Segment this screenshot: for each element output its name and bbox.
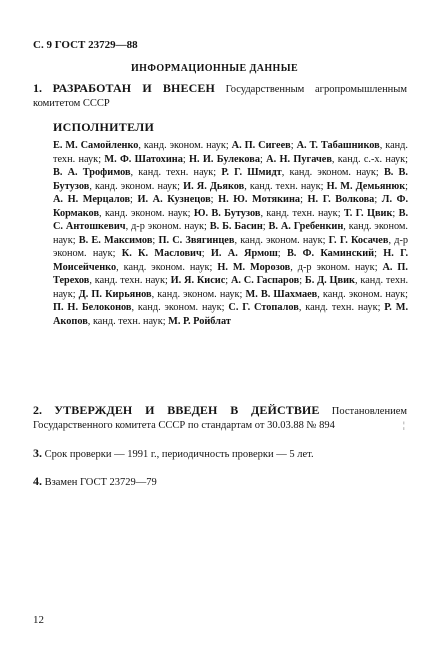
executor-name: А. Т. Табашников [296, 140, 380, 151]
executor-degree: канд. эконом. наук [53, 221, 409, 246]
info-item-3 [33, 447, 407, 462]
executor-degree: канд. техн. наук [94, 275, 165, 286]
executor-name: Е. М. Самойленко [53, 140, 139, 151]
item-number: 2. [33, 403, 42, 417]
executor-degree: канд. эконом. наук [104, 207, 188, 219]
executor-degree: канд. эконом. наук [322, 288, 406, 300]
executor-name: А. П. Терехов [53, 261, 409, 286]
executor-name: Н. Ю. Мотякина [218, 194, 301, 205]
executor-degree: канд. техн. наук [53, 275, 409, 300]
executor-degree: д-р эконом. наук [131, 221, 204, 232]
item-text: Срок проверки — 1991 г., периодичность проверки — 5 лет. [44, 449, 314, 460]
executor-degree: канд. эконом. наук [94, 180, 178, 192]
info-item-1 [33, 82, 407, 110]
executors-heading: ИСПОЛНИТЕЛИ [53, 120, 155, 134]
executor-name: В. Б. Басин [209, 221, 263, 232]
item-number: 1. [33, 81, 42, 95]
executor-name: Т. Г. Цвик [343, 207, 393, 219]
item-lead: УТВЕРЖДЕН И ВВЕДЕН В ДЕЙСТВИЕ [54, 403, 320, 417]
page-number: 12 [33, 614, 44, 626]
executor-degree: д-р эконом. наук [297, 261, 375, 273]
executor-degree: канд. эконом. наук [143, 140, 226, 151]
executor-name: К. К. Маслович [121, 248, 202, 259]
executor-name: Ю. В. Бутузов [193, 207, 261, 219]
executor-name: В. С. Антошкевич [53, 207, 409, 232]
executor-name: Г. Г. Косачев [328, 234, 389, 246]
margin-mark: ¦ [403, 420, 405, 430]
executor-name: А. С. Гаспаров [230, 275, 300, 286]
executor-name: В. В. Бутузов [53, 167, 408, 192]
executor-degree: канд. техн. наук [92, 315, 163, 327]
executor-name: В. Е. Максимов [78, 234, 153, 246]
executor-name: Н. Г. Моисейченко [53, 248, 409, 273]
executor-name: С. Г. Стопалов [228, 302, 299, 313]
executor-name: Н. М. Демьянюк [326, 180, 406, 192]
executor-name: А. Н. Мерцалов [53, 194, 131, 205]
executors-paragraph: Е. М. Самойленко, канд. эконом. наук; А. П. Сигеев; А. Т. Табашников, канд. техн. наук; М. Ф. Шатохина; Н. И. Булекова; А. Н. Пугачев, канд. с.-х. наук; В. А. Трофимов, канд. техн. наук; Р. Г. Шмидт, канд. эконом. наук; В. В. Бутузов, канд. эконом. наук; И. Я. Дьяков, канд. техн. наук; Н. М. Демьянюк; А. Н. Мерцалов; И. А. Кузнецов; Н. Ю. Мотякина; Н. Г. Волкова; Л. Ф. Кормаков, канд. эконом. наук; Ю. В. Бутузов, канд. техн. наук; Т. Г. Цвик; В. С. Антошкевич, д-р эконом. наук; В. Б. Басин; В. А. Гребенкин, канд. эконом. наук; В. Е. Максимов; П. С. Звягинцев, канд. эконом. наук; Г. Г. Косачев, д-р эконом. наук; К. К. Маслович; И. А. Ярмош; В. Ф. Каминский; Н. Г. Моисейченко, канд. эконом. наук; Н. М. Морозов, д-р эконом. наук; А. П. Терехов, канд. техн. наук; И. Я. Кисис; А. С. Гаспаров; Б. Д. Цвик, канд. техн. наук; Д. П. Кирьянов, канд. эконом. наук; М. В. Шахмаев, канд. эконом. наук; П. Н. Белоконов, канд. эконом. наук; С. Г. Стопалов, канд. техн. наук; Р. М. Акопов, канд. техн. наук; М. Р. Ройблат [53, 140, 409, 327]
executor-name: В. А. Трофимов [53, 167, 131, 178]
executor-name: М. Ф. Шатохина [104, 153, 183, 165]
item-lead: РАЗРАБОТАН И ВНЕСЕН [52, 81, 215, 95]
executor-degree: канд. техн. наук [249, 180, 321, 192]
executor-degree: канд. техн. наук [305, 302, 378, 313]
executor-degree: канд. эконом. наук [240, 234, 323, 246]
executor-name: Р. Г. Шмидт [221, 167, 282, 178]
info-item-4 [33, 475, 407, 490]
executor-name: Л. Ф. Кормаков [53, 194, 409, 219]
item-number: 4. [33, 474, 42, 488]
executor-name: В. А. Гребенкин [268, 221, 344, 232]
item-text: Постановлением Государственного комитета СССР по стандартам от 30.03.88 № 894 [33, 406, 407, 431]
executor-name: П. Н. Белоконов [53, 302, 132, 313]
executors-list [53, 139, 408, 328]
executor-name: А. П. Сигеев [231, 140, 291, 151]
executor-name: Н. Г. Волкова [307, 194, 375, 205]
executor-name: Д. П. Кирьянов [78, 288, 152, 300]
executor-name: М. Р. Ройблат [168, 315, 231, 327]
executor-degree: канд. техн. наук [138, 167, 214, 178]
executor-degree: канд. эконом. наук [157, 288, 240, 300]
item-number: 3. [33, 446, 42, 460]
item-text: Государственным агропромышленным комитетом СССР [33, 84, 408, 109]
executor-name: В. Ф. Каминский [286, 248, 375, 259]
section-title: ИНФОРМАЦИОННЫЕ ДАННЫЕ [130, 63, 299, 74]
executor-name: П. С. Звягинцев [158, 234, 235, 246]
executor-degree: канд. эконом. наук [289, 167, 376, 178]
executor-name: И. Я. Кисис [170, 275, 226, 286]
executor-name: М. В. Шахмаев [245, 288, 318, 300]
executor-name: Р. М. Акопов [53, 302, 409, 327]
info-item-2 [33, 404, 407, 432]
item-text: Взамен ГОСТ 23729—79 [44, 477, 157, 488]
executor-degree: канд. эконом. наук [137, 302, 222, 313]
executor-degree: канд. техн. наук [53, 140, 408, 165]
executor-degree: канд. с.-х. наук [337, 153, 406, 165]
executor-degree: канд. техн. наук [266, 207, 338, 219]
executor-name: Н. И. Булекова [189, 153, 260, 165]
executor-name: И. Я. Дьяков [183, 180, 245, 192]
executor-name: Н. М. Морозов [217, 261, 291, 273]
executor-name: А. Н. Пугачев [266, 153, 332, 165]
executor-name: И. А. Ярмош [210, 248, 278, 259]
executor-degree: д-р эконом. наук [53, 234, 409, 259]
executor-degree: канд. эконом. наук [123, 261, 210, 273]
page-header: С. 9 ГОСТ 23729—88 [33, 39, 138, 51]
executor-name: Б. Д. Цвик [304, 275, 355, 286]
executor-name: И. А. Кузнецов [137, 194, 211, 205]
